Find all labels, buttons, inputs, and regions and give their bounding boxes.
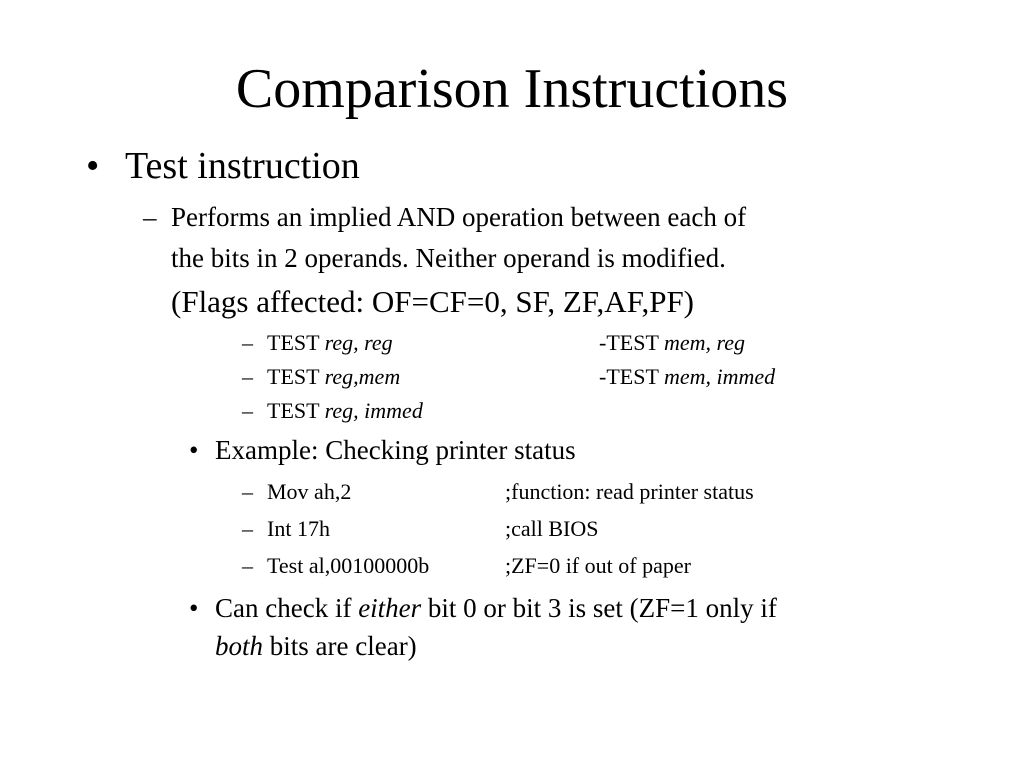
bullet-test-instruction: Test instruction [125, 145, 360, 187]
bullet-marker: • [189, 435, 199, 465]
dash-marker: – [242, 516, 253, 541]
test-form [267, 400, 423, 422]
test-op: TEST [267, 398, 320, 423]
example-heading: Example: Checking printer status [215, 435, 576, 465]
code-comment: ;ZF=0 if out of paper [505, 553, 691, 578]
dash-marker: – [143, 202, 157, 232]
dash-marker: – [242, 479, 253, 504]
test-op: -TEST [599, 364, 659, 389]
check-text: bits are clear) [263, 631, 417, 661]
test-args: reg,mem [324, 364, 401, 389]
test-form-alt [599, 366, 775, 388]
dash-marker: – [242, 364, 253, 389]
description-line-1: Performs an implied AND operation between each of [171, 202, 747, 232]
code-instruction: Test al,00100000b [267, 553, 430, 578]
test-op: TEST [267, 330, 320, 355]
dash-marker: – [242, 553, 253, 578]
code-comment: ;function: read printer status [505, 479, 754, 504]
code-instruction: Mov ah,2 [267, 479, 352, 504]
check-line-1 [215, 595, 777, 622]
slide-title: Comparison Instructions [235, 58, 789, 120]
code-instruction: Int 17h [267, 516, 330, 541]
code-comment: ;call BIOS [505, 516, 599, 541]
bullet-marker: • [86, 145, 100, 187]
emphasis-both: both [215, 631, 264, 661]
flags-affected-line: (Flags affected: OF=CF=0, SF, ZF,AF,PF) [171, 284, 695, 319]
test-args: mem, immed [663, 364, 776, 389]
check-line-2 [215, 633, 417, 660]
test-args: mem, reg [663, 330, 746, 355]
test-args: reg, immed [324, 398, 423, 423]
bullet-marker: • [189, 593, 199, 623]
test-op: -TEST [599, 330, 659, 355]
test-form [267, 332, 393, 354]
test-form [267, 366, 400, 388]
test-op: TEST [267, 364, 320, 389]
check-text: bit 0 or bit 3 is set (ZF=1 only if [421, 593, 777, 623]
dash-marker: – [242, 330, 253, 355]
test-args: reg, reg [324, 330, 393, 355]
test-form-alt [599, 332, 745, 354]
emphasis-either: either [358, 593, 422, 623]
dash-marker: – [242, 398, 253, 423]
description-line-2: the bits in 2 operands. Neither operand is modified. [171, 243, 726, 273]
check-text: Can check if [215, 593, 359, 623]
